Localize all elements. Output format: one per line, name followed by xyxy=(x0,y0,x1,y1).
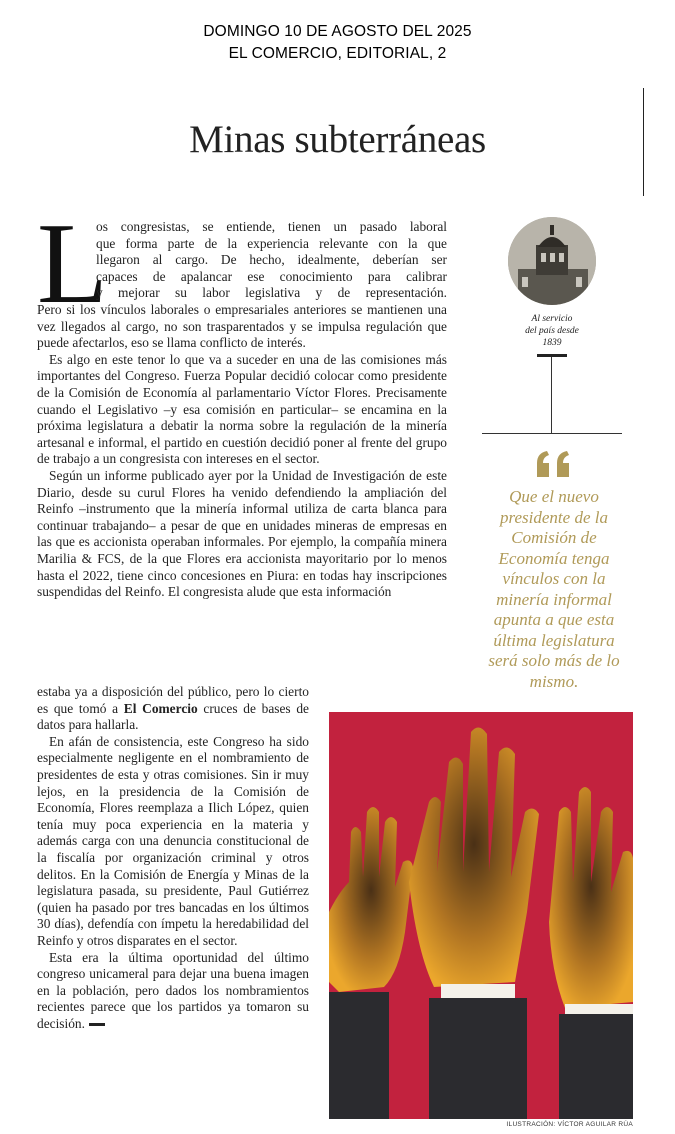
drop-cap: L xyxy=(37,200,108,328)
intro-block xyxy=(96,219,447,302)
brand-name: El Comercio xyxy=(123,700,198,716)
motto-divider xyxy=(537,354,567,357)
intro-line: os congresistas, se entiende, tienen un pasado laboral xyxy=(96,219,447,234)
paragraph: Es algo en este tenor lo que va a suceder en una de las comisiones más importantes del Congreso. Fuerza Popular decidió colocar como presidente de la Comisión de Economía al parlamentario Víctor Flores. Precisamente cuando el Legislativo –y esa comisión en particular– se encamina en la próxima legislatura a debatir la norma sobre la regulación de la minería artesanal e informal, el partido en cuestión decidió poner al frente del grupo de trabajo a un congresista con intereses en el sector. xyxy=(37,351,447,467)
paragraph: En afán de consistencia, este Congreso ha sido especialmente negligente en el nombramiento de presidentes de esta y otras comisiones. Sin ir muy lejos, en la presidencia de la Comisión de Economía, Flores reemplaza a Ilich López, quien tenía muy poca experiencia en la materia y además carga con una denuncia constitucional de la fiscalía por organización criminal y otros delitos. En la Comisión de Energía y Minas de la legislatura pasada, su presidente, Paul Gutiérrez (quien ha pasado por tres bancadas en los últimos 30 días), defendía con ímpetu la heredabilidad del Reinfo y otros disparates en el sector. xyxy=(37,733,309,948)
building-icon xyxy=(508,217,596,305)
illustration-credit: ILUSTRACIÓN: VÍCTOR AGUILAR RÚA xyxy=(506,1121,633,1128)
masthead-motto xyxy=(505,313,599,349)
header-section: EL COMERCIO, EDITORIAL, 2 xyxy=(228,45,447,62)
continuation-text: cruces de bases de datos para hallarla. xyxy=(37,700,309,733)
sidebar-horizontal-rule xyxy=(482,433,622,434)
intro-line: capaces de apalancar ese conocimiento para calibrar xyxy=(96,268,447,284)
end-mark xyxy=(89,1023,105,1026)
paragraph: Según un informe publicado ayer por la Unidad de Investigación de este Diario, desde su curul Flores ha venido defendiendo la ampliación del Reinfo –instrumento que la minería informal utiliza de carta blanca para continuar trabajando– a pesar de que en unidades mineras de empresas en las que es accionista operaban informales. Por ejemplo, la compañía minera Marilia & FCS, de la que Flores era accionista mayoritario por lo menos hasta el 2022, tiene cinco concesiones en Piura: en todas hay inscripciones suspendidas del Reinfo. El congresista alude que esta información xyxy=(37,467,447,600)
motto-year: 1839 xyxy=(542,338,562,348)
intro-line: y mejorar su labor legislativa y de representación. xyxy=(96,285,447,301)
page-header xyxy=(0,0,675,88)
motto-line: Al servicio xyxy=(531,314,573,324)
quote-mark-icon xyxy=(535,449,575,479)
paragraph-continuation xyxy=(37,684,309,734)
pull-quote: Que el nuevo presidente de la Comisión de Economía tenga vínculos con la minería informal apunta a que esta última legislatura será solo más de lo mismo. xyxy=(488,487,620,691)
raised-hands-illustration xyxy=(329,712,633,1119)
paragraph xyxy=(37,950,309,1033)
paragraph: Pero si los vínculos laborales o empresariales anteriores se mantienen una vez llegados al cargo, no son trasparentados y se impulsa regulación que puede afectarlos, eso se llama conflicto de interés. xyxy=(37,302,447,351)
closing-text: Esta era la última oportunidad del último congreso unicameral para dejar una buena imagen en la población, pero dados los nombramientos recientes parece que los partidos ya tomaron su decisión. xyxy=(37,949,309,1031)
header-date: DOMINGO 10 DE AGOSTO DEL 2025 xyxy=(203,23,472,40)
raised-hands-icon xyxy=(329,712,633,1119)
motto-line: del país desde xyxy=(525,326,579,336)
intro-line: llegaron al cargo. De hecho, idealmente, deberían ser xyxy=(96,252,447,268)
intro-line: que forma parte de la experiencia relevante con la que xyxy=(96,235,447,251)
editorial-headline: Minas subterráneas xyxy=(189,118,486,161)
sidebar-vertical-rule xyxy=(551,357,552,433)
building-medallion-image xyxy=(508,217,596,305)
continuation-text: estaba ya a disposición del público, pero lo cierto es que tomó a xyxy=(37,684,309,716)
article-body-bottom xyxy=(37,684,309,1032)
article-body-top xyxy=(37,302,447,601)
